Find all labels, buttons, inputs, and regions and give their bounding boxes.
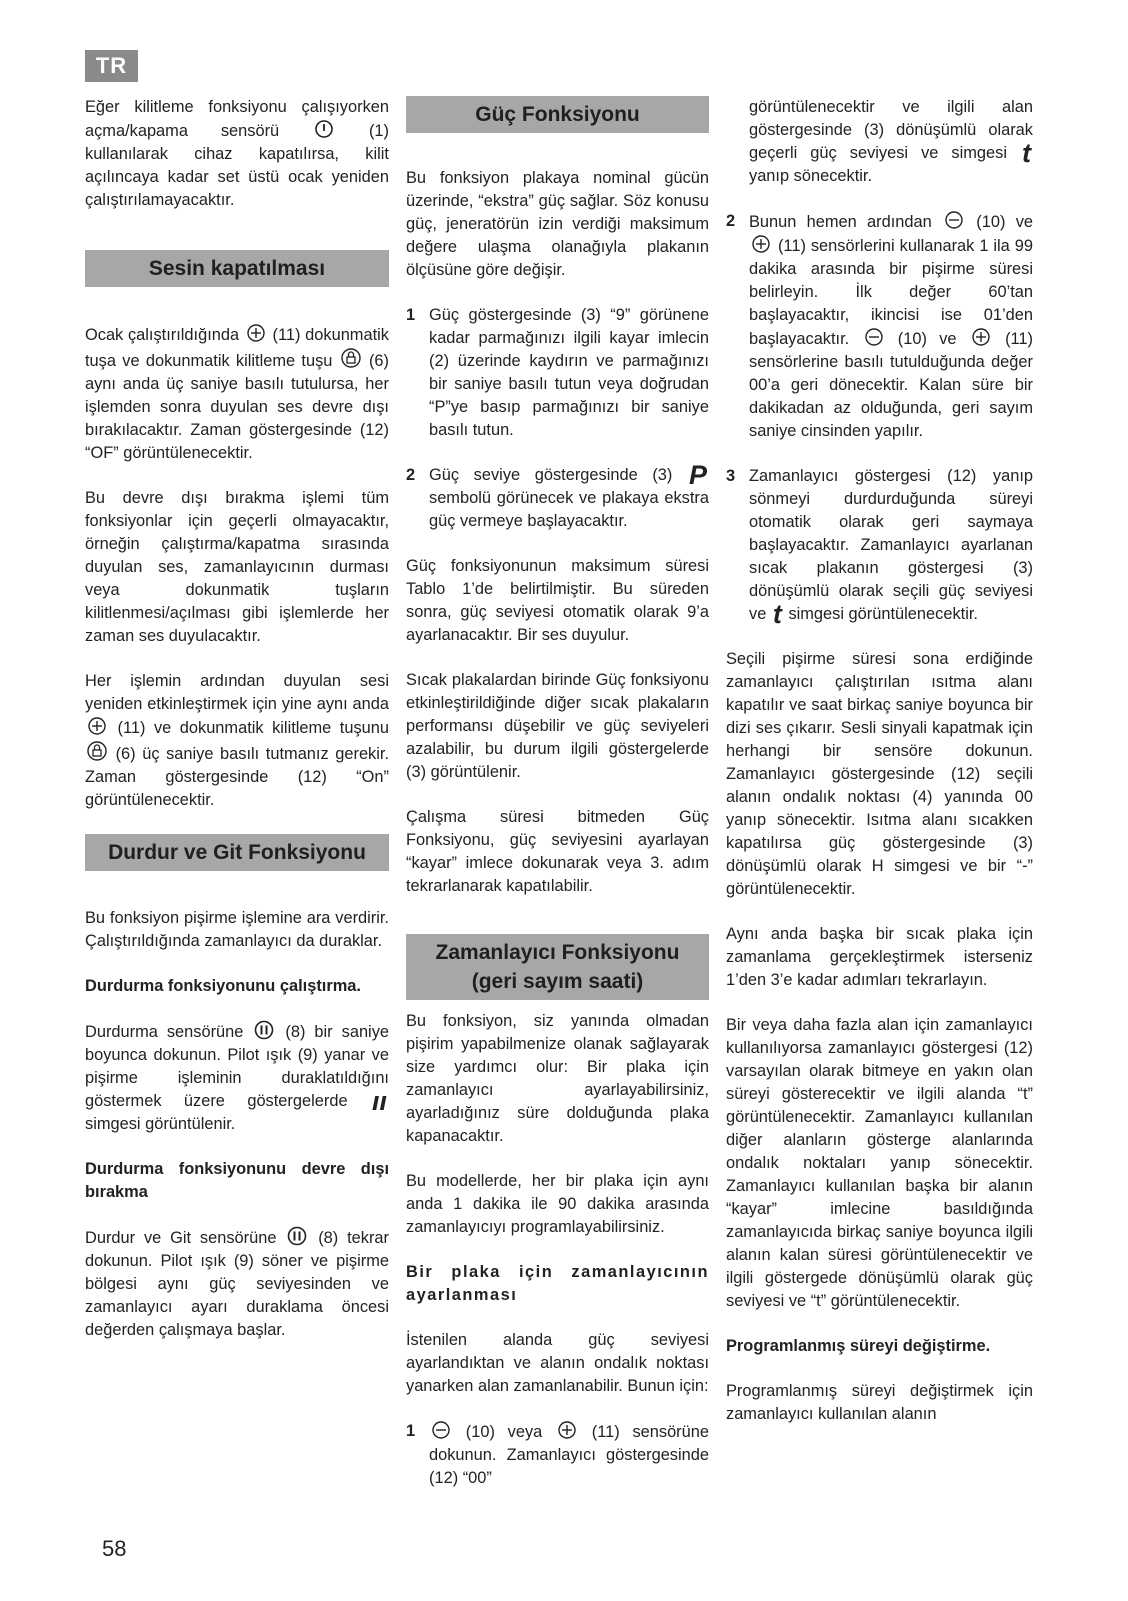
text: (6) aynı anda üç saniye basılı tutulursa, her işlemden sonra duyulan ses devre dışı bırakılacaktır. Zaman göstergesinde (12) “OF” görüntülenecektir. [85,352,389,462]
power-paragraph-4: Çalışma süresi bitmeden Güç Fonksiyonu, güç seviyesini ayarlayan “kayar” imlece dokunarak veya 3. adım tekrarlanarak kapatılabilir. [406,808,709,895]
text: Zamanlayıcı göstergesi (12) yanıp sönmeyi durdurduğunda süreyi otomatik olarak geri saymaya başlayacaktır. Zamanlayıcı ayarlanan sıcak plakanın göstergesi (3) dönüşümlü olarak seçili güç seviyesi ve [749,467,1033,623]
pause-icon [254,1020,274,1040]
step-number: 1 [406,306,416,324]
text: Bunun hemen ardından [749,213,932,231]
step-text: Güç göstergesinde (3) “9” görünene kadar parmağınızı ilgili kayar imlecin (2) üzerinde kaydırın ve parmağınızı bir saniye basılı tutun veya doğrudan “P”ye basıp parmağınızı bir saniye basılı tutun. [429,306,709,439]
timer-paragraph-5: Aynı anda başka bir sıcak plaka için zamanlama gerçekleştirmek isterseniz 1’den 3’e kadar adımları tekrarlayın. [726,925,1033,989]
plus-icon [87,716,107,736]
power-paragraph-1: Bu fonksiyon plakaya nominal gücün üzerinde, “ekstra” güç sağlar. Söz konusu güç, jeneratörün izin verdiği maksimum değere ulaşma olanağıyla plakanın ölçüsüne göre değişir. [406,169,709,279]
text: (11) dokunmatik tuşa ve dokunmatik kilitleme tuşu [85,326,389,370]
text: simgesi görüntülenir. [85,1115,236,1133]
timer-paragraph-2: Bu modellerde, her bir plaka için aynı anda 1 dakika ile 90 dakika arasında zamanlayıcıyı programlayabilirsiniz. [406,1172,709,1236]
stop-go-paragraph-3 [85,1226,389,1342]
text: (6) üç saniye basılı tutmanız gerekir. Zaman göstergesinde (12) “On” görüntülenecektir. [85,745,389,809]
sound-off-paragraph-1 [85,323,389,465]
plus-icon [557,1420,577,1440]
stop-go-paragraph-1: Bu fonksiyon pişirme işlemine ara verdirir. Çalıştırıldığında zamanlayıcı da duraklar. [85,909,389,950]
text: Güç seviye göstergesinde (3) [429,466,673,484]
text: yanıp sönecektir. [749,167,873,185]
timer-paragraph-3: İstenilen alanda güç seviyesi ayarlandıktan ve alanın ondalık noktası yanarken alan zamanlanabilir. Bunun için: [406,1331,709,1395]
pause-icon [287,1226,307,1246]
text: Durdurma sensörüne [85,1023,244,1041]
stop-go-subheading-activate: Durdurma fonksiyonunu çalıştırma. [85,977,361,995]
timer-paragraph-4: Seçili pişirme süresi sona erdiğinde zamanlayıcı çalıştırılan ısıtma alanı kapatılır ve saat birkaç saniye boyunca bir dizi ses çıkarır. Sesli sinyali kapatmak için herhangi bir sensöre dokunun. Zamanlayıcı göstergesinde (12) seçili alanın ondalık noktası (4) yanında 00 yanıp sönecektir. Isıtma alanı sıcakken kapatılırsa güç göstergesinde (3) dönüşümlü olarak H simgesi ve bir “-” görüntülenecektir. [726,650,1033,898]
change-time-subheading: Programlanmış süreyi değiştirme. [726,1337,991,1355]
column-right [726,96,1033,1448]
column-middle [406,96,709,1512]
stop-go-paragraph-2 [85,1020,389,1136]
timer-title-line-2: (geri sayım saati) [471,970,644,993]
section-header-power: Güç Fonksiyonu [406,96,709,133]
power-step-1 [406,304,709,442]
timer-t-symbol: t [1022,138,1031,168]
text: (10) ve [976,213,1034,231]
lock-icon [87,740,107,762]
text: sembolü görünecek ve plakaya ekstra güç vermeye başlayacaktır. [429,489,709,530]
timer-continued-text [726,96,1033,188]
stop-go-subheading-deactivate: Durdurma fonksiyonunu devre dışı bırakma [85,1160,389,1201]
timer-step-3 [726,465,1033,629]
timer-title-line-1: Zamanlayıcı Fonksiyonu [435,941,680,964]
step-text [749,465,1033,629]
section-header-stop-go: Durdur ve Git Fonksiyonu [85,834,389,871]
power-p-symbol: P [688,460,707,490]
section-header-sound-off: Sesin kapatılması [85,250,389,287]
language-tag: TR [85,50,138,82]
plus-icon [751,234,771,254]
text: (11) sensörlerini kullanarak 1 ila 99 dakika arasında bir pişirme süresi belirleyin. İlk değer 60’tan başlayacaktır, ikincisi ise 01’den başlayacaktır. [749,237,1033,348]
step-number: 3 [726,467,736,485]
section-header-timer [406,934,709,1000]
text: simgesi görüntülenecektir. [788,605,978,623]
minus-icon [864,327,884,347]
timer-paragraph-7: Programlanmış süreyi değiştirmek için zamanlayıcı kullanılan alanın [726,1382,1033,1423]
text: Ocak çalıştırıldığında [85,326,240,344]
text: Her işlemin ardından duyulan sesi yeniden etkinleştirmek için yine aynı anda [85,672,389,713]
step-number: 2 [726,212,736,230]
lock-icon [341,347,361,369]
page-number: 58 [102,1536,127,1561]
timer-paragraph-6: Bir veya daha fazla alan için zamanlayıcı kullanılıyorsa zamanlayıcı göstergesi (12) varsayılan olarak bitmeye en yakın olan süreyi gösterecektir ve ilgili alanda “t” görüntülenecektir. Zamanlayıcı kullanılan diğer alanların gösterge alanlarında ondalık noktaları yanıp sönecektir. Zamanlayıcı kullanılan başka bir alanın “kayar” imlecine basıldığında zamanlayıcıda birkaç saniye boyunca ilgili alanın kalan süresi görüntülenecektir ve ilgili göstergede dönüşümlü olarak güç seviyesi ve “t” görüntülenecektir. [726,1016,1033,1310]
power-paragraph-3: Sıcak plakalardan birinde Güç fonksiyonu etkinleştirildiğinde diğer sıcak plakaların performansı düşebilir ve güç seviyeleri azalabilir, bu durum ilgili göstergelerde (3) görüntülenir. [406,671,709,781]
timer-step-2 [726,210,1033,443]
text: (11) sensörüne dokunun. Zamanlayıcı göstergesinde (12) “00” [429,1423,709,1487]
minus-icon [944,210,964,230]
sound-off-paragraph-2: Bu devre dışı bırakma işlemi tüm fonksiyonlar için geçerli olmayacaktır, örneğin çalıştırma/kapatma sırasında duyulan ses, zamanlayıcının durması veya dokunmatik tuşların kilitlenmesi/açılması gibi işlemlerde her zaman ses duyulacaktır. [85,489,389,645]
text: görüntülenecektir ve ilgili alan göstergesinde (3) dönüşümlü olarak geçerli güç seviyesi ve simgesi [749,98,1033,162]
plus-icon [246,323,266,343]
text: (11) ve dokunmatik kilitleme tuşunu [117,719,390,737]
power-icon [314,119,334,139]
column-left [85,96,389,1364]
text: (8) bir saniye boyunca dokunun. Pilot ışık (9) yanar ve pişirme işleminin duraklatıldığını göstermek üzere göstergelerde [85,1023,390,1110]
text: Eğer kilitleme fonksiyonu çalışıyorken açma/kapama sensörü [85,98,389,140]
plus-icon [971,327,991,347]
minus-icon [431,1420,451,1440]
timer-paragraph-1: Bu fonksiyon, siz yanında olmadan pişirim yapabilmenize olanak sağlayarak size yardımcı olur: Bir plaka için zamanlayıcı ayarlayabilirsiniz, ayarladığınız süre dolduğunda plaka kapanacaktır. [406,1012,709,1145]
step-text [429,1420,709,1490]
text: (8) tekrar dokunun. Pilot ışık (9) söner ve pişirme bölgesi aynı güç seviyesinden ve zamanlayıcı ayarı duraklama öncesi değerden çalışmaya başlar. [85,1229,389,1339]
text: Durdur ve Git sensörüne [85,1229,277,1247]
lock-intro-paragraph [85,96,389,212]
text: (1) kullanılarak cihaz kapatılırsa, kilit açılıncaya kadar set üstü ocak yeniden çalıştırılamayacaktır. [85,122,390,209]
step-number: 2 [406,466,416,484]
power-paragraph-2: Güç fonksiyonunun maksimum süresi Tablo 1’de belirtilmiştir. Bu süreden sonra, güç seviyesi otomatik olarak 9’a ayarlanacaktır. Bir ses duyulur. [406,557,709,644]
timer-t-symbol: t [772,599,782,629]
sound-off-paragraph-3 [85,670,389,812]
timer-subheading: Bir plaka için zamanlayıcının ayarlanması [406,1263,709,1304]
step-number: 1 [406,1422,416,1440]
text: (11) sensörlerine basılı tutulduğunda değer 00’a geri dönecektir. Kalan süre bir dakikadan az olduğunda, geri sayım saniye cinsinden yapılır. [749,330,1034,440]
text: (10) veya [465,1423,543,1441]
text: (10) ve [897,330,957,348]
step-text [429,460,709,533]
pause-symbol: ıı [371,1086,387,1116]
step-text [749,210,1033,443]
timer-step-1 [406,1420,709,1490]
power-step-2 [406,460,709,533]
